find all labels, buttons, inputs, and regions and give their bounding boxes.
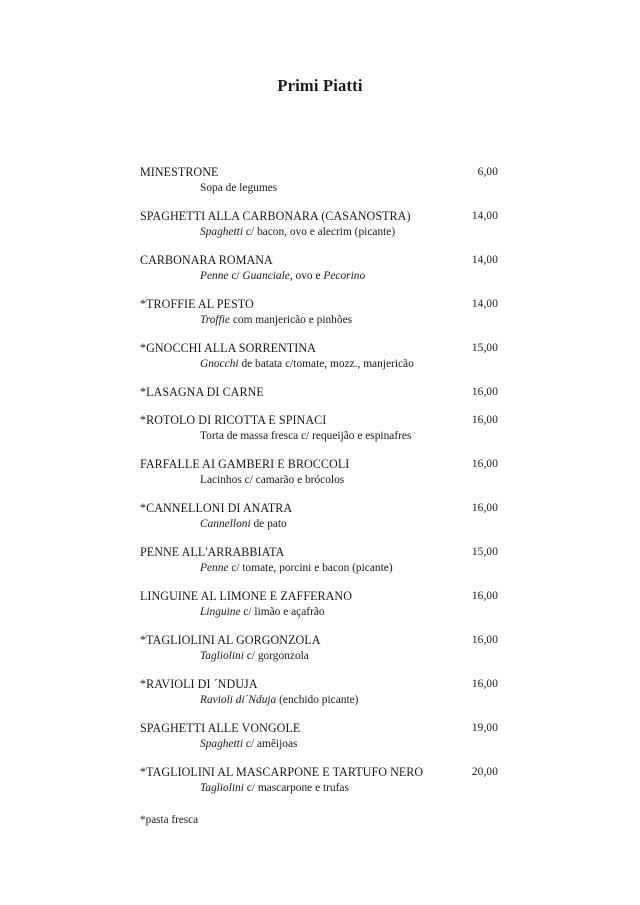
menu-item-description: Sopa de legumes [200, 182, 278, 194]
menu-item-price: 16,00 [471, 414, 498, 426]
menu-item-head [140, 501, 498, 516]
menu-item-head [140, 589, 498, 604]
menu-item-head [140, 385, 498, 400]
menu-item-name: *ROTOLO DI RICOTTA E SPINACI [140, 413, 327, 427]
menu-item-price: 16,00 [471, 590, 498, 602]
menu-item-description: Spaghetti c/ amêijoas [200, 738, 298, 750]
menu-item-price: 14,00 [471, 298, 498, 310]
menu-item-name: *CANNELLONI DI ANATRA [140, 501, 293, 515]
menu-item-description: Cannelloni de pato [200, 518, 287, 530]
menu-item-description: Lacinhos c/ camarão e brócolos [200, 474, 345, 486]
menu-item-name: SPAGHETTI ALLE VONGOLE [140, 721, 301, 735]
menu-item-description: Torta de massa fresca c/ requeijão e espinafres [200, 430, 412, 442]
menu-item-description: Penne c/ Guanciale, ovo e Pecorino [200, 270, 366, 282]
menu-item-description: Tagliolini c/ mascarpone e trufas [200, 782, 349, 794]
menu-item [140, 545, 498, 576]
menu-item-head [140, 545, 498, 560]
menu-item-name: SPAGHETTI ALLA CARBONARA (CASANOSTRA) [140, 209, 411, 223]
menu-item-description: Troffie com manjericão e pinhões [200, 314, 353, 326]
menu-item [140, 297, 498, 328]
menu-item-description: Tagliolini c/ gorgonzola [200, 650, 309, 662]
menu-item-name: LINGUINE AL LIMONE E ZAFFERANO [140, 589, 352, 603]
menu-item [140, 677, 498, 708]
menu-item-list [140, 165, 498, 809]
menu-item-head [140, 253, 498, 268]
menu-item-head [140, 677, 498, 692]
menu-item-price: 16,00 [471, 634, 498, 646]
menu-item-name: *LASAGNA DI CARNE [140, 385, 264, 399]
menu-item-name: MINESTRONE [140, 165, 219, 179]
menu-item [140, 253, 498, 284]
menu-item [140, 341, 498, 372]
menu-item-head [140, 165, 498, 180]
menu-item [140, 457, 498, 488]
menu-item-description: Linguine c/ limão e açafrão [200, 606, 325, 618]
menu-item-price: 16,00 [471, 458, 498, 470]
menu-item-description: Penne c/ tomate, porcini e bacon (picante) [200, 562, 393, 574]
menu-item-name: FARFALLE AI GAMBERI E BROCCOLI [140, 457, 350, 471]
menu-item-name: *RAVIOLI DI ´NDUJA [140, 677, 258, 691]
menu-item [140, 633, 498, 664]
page-title: Primi Piatti [277, 76, 363, 95]
menu-item [140, 385, 498, 400]
menu-item-head [140, 297, 498, 312]
menu-item-head [140, 721, 498, 736]
menu-item-name: *TROFFIE AL PESTO [140, 297, 254, 311]
menu-item-price: 14,00 [471, 210, 498, 222]
menu-item-price: 16,00 [471, 678, 498, 690]
menu-item-description: Spaghetti c/ bacon, ovo e alecrim (picante) [200, 226, 396, 238]
menu-item-head [140, 457, 498, 472]
menu-item [140, 165, 498, 196]
menu-item [140, 721, 498, 752]
menu-item-description: Ravioli di´Nduja (enchido picante) [200, 694, 359, 706]
menu-item-price: 19,00 [471, 722, 498, 734]
menu-item-price: 16,00 [471, 502, 498, 514]
menu-item-head [140, 209, 498, 224]
menu-item-price: 6,00 [477, 166, 498, 178]
menu-item-name: *GNOCCHI ALLA SORRENTINA [140, 341, 316, 355]
menu-item-price: 14,00 [471, 254, 498, 266]
menu-item [140, 501, 498, 532]
menu-item-price: 15,00 [471, 546, 498, 558]
menu-item-head [140, 633, 498, 648]
menu-item-price: 16,00 [471, 386, 498, 398]
menu-item-head [140, 341, 498, 356]
menu-item-name: *TAGLIOLINI AL GORGONZOLA [140, 633, 321, 647]
menu-item-head [140, 765, 498, 780]
menu-item [140, 589, 498, 620]
menu-item [140, 765, 498, 796]
menu-item-name: PENNE ALL'ARRABBIATA [140, 545, 285, 559]
menu-item-price: 20,00 [471, 766, 498, 778]
footnote: *pasta fresca [140, 814, 199, 826]
menu-item [140, 413, 498, 444]
menu-item-name: *TAGLIOLINI AL MASCARPONE E TARTUFO NERO [140, 765, 424, 779]
menu-item-name: CARBONARA ROMANA [140, 253, 273, 267]
menu-item-head [140, 413, 498, 428]
menu-item [140, 209, 498, 240]
menu-item-description: Gnocchi de batata c/tomate, mozz., manjericão [200, 358, 414, 370]
menu-item-price: 15,00 [471, 342, 498, 354]
